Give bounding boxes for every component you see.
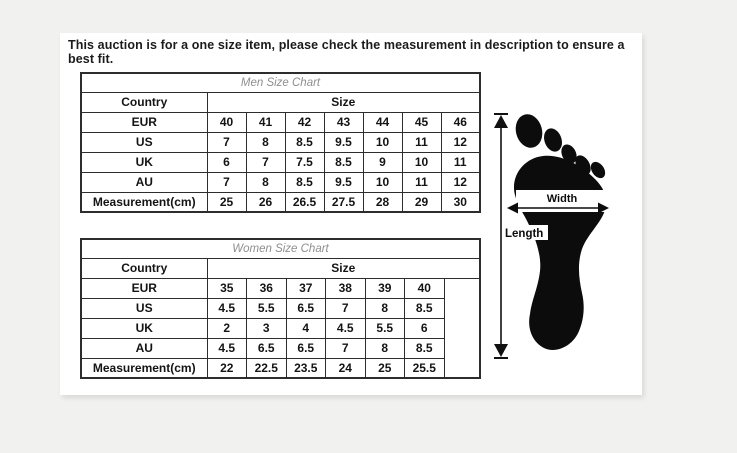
- row-label: UK: [81, 318, 207, 338]
- content-panel: [60, 33, 642, 395]
- size-cell: 30: [441, 192, 480, 212]
- men-size-chart-table: [80, 72, 481, 213]
- row-label: UK: [81, 152, 207, 172]
- size-cell: 27.5: [324, 192, 363, 212]
- size-cell: 4.5: [326, 318, 366, 338]
- size-cell: 23.5: [286, 358, 326, 378]
- size-cell: 28: [363, 192, 402, 212]
- size-cell: 6.5: [286, 298, 326, 318]
- size-cell: 6: [405, 318, 445, 338]
- size-cell: 26: [246, 192, 285, 212]
- size-cell: 2: [207, 318, 247, 338]
- size-cell: 38: [326, 278, 366, 298]
- size-cell: 5.5: [247, 298, 287, 318]
- size-cell: 11: [441, 152, 480, 172]
- size-cell: 42: [285, 112, 324, 132]
- size-cell: 8: [365, 338, 405, 358]
- table-row: [81, 338, 480, 358]
- size-cell: 24: [326, 358, 366, 378]
- size-cell: 10: [363, 172, 402, 192]
- size-header: Size: [207, 92, 480, 112]
- women-table-title: Women Size Chart: [81, 239, 480, 258]
- size-cell: 10: [363, 132, 402, 152]
- size-cell: 7: [207, 132, 246, 152]
- size-cell: 40: [405, 278, 445, 298]
- men-table-title: Men Size Chart: [81, 73, 480, 92]
- size-cell: 43: [324, 112, 363, 132]
- size-cell: 10: [402, 152, 441, 172]
- size-cell: 22.5: [247, 358, 287, 378]
- size-cell: 5.5: [365, 318, 405, 338]
- row-label: AU: [81, 338, 207, 358]
- size-cell: 22: [207, 358, 247, 378]
- size-cell: 29: [402, 192, 441, 212]
- size-cell: 12: [441, 172, 480, 192]
- row-label: AU: [81, 172, 207, 192]
- size-cell: 37: [286, 278, 326, 298]
- length-label: Length: [505, 228, 544, 240]
- table-row: [81, 318, 480, 338]
- table-row: [81, 112, 480, 132]
- size-cell: 9.5: [324, 172, 363, 192]
- row-label: EUR: [81, 112, 207, 132]
- table-header-row: [81, 92, 480, 112]
- size-cell: 7: [207, 172, 246, 192]
- size-cell: 40: [207, 112, 246, 132]
- country-header: Country: [81, 92, 207, 112]
- size-cell: 45: [402, 112, 441, 132]
- table-row: [81, 192, 480, 212]
- size-cell: 44: [363, 112, 402, 132]
- row-label: US: [81, 298, 207, 318]
- size-cell: 11: [402, 172, 441, 192]
- table-row: [81, 278, 480, 298]
- size-cell: 6.5: [247, 338, 287, 358]
- size-cell: 41: [246, 112, 285, 132]
- table-header-row: [81, 258, 480, 278]
- size-cell: 8.5: [285, 132, 324, 152]
- size-cell: 7.5: [285, 152, 324, 172]
- size-cell: 46: [441, 112, 480, 132]
- size-cell: 11: [402, 132, 441, 152]
- size-cell: 3: [247, 318, 287, 338]
- size-cell: 4: [286, 318, 326, 338]
- size-cell: 6: [207, 152, 246, 172]
- row-label: EUR: [81, 278, 207, 298]
- size-cell: 8: [365, 298, 405, 318]
- table-title-row: [81, 73, 480, 92]
- size-cell: 4.5: [207, 298, 247, 318]
- women-size-chart-table: [80, 238, 481, 379]
- width-arrow-icon: [507, 190, 610, 214]
- size-cell: 25: [207, 192, 246, 212]
- row-label: Measurement(cm): [81, 358, 207, 378]
- size-cell: 7: [326, 298, 366, 318]
- size-cell: 4.5: [207, 338, 247, 358]
- size-cell: 7: [246, 152, 285, 172]
- size-cell: 8: [246, 132, 285, 152]
- size-cell: 36: [247, 278, 287, 298]
- table-row: [81, 152, 480, 172]
- foot-measurement-diagram: [480, 100, 640, 370]
- table-row: [81, 358, 480, 378]
- size-cell: 6.5: [286, 338, 326, 358]
- size-cell: 9: [363, 152, 402, 172]
- size-cell: 39: [365, 278, 405, 298]
- size-cell: 9.5: [324, 132, 363, 152]
- size-cell: 25.5: [405, 358, 445, 378]
- auction-notice: This auction is for a one size item, please check the measurement in description to ensure a best fit.: [68, 38, 625, 66]
- size-cell: 8.5: [405, 338, 445, 358]
- row-label: US: [81, 132, 207, 152]
- empty-cell: [444, 278, 480, 378]
- size-cell: 7: [326, 338, 366, 358]
- size-cell: 8: [246, 172, 285, 192]
- row-label: Measurement(cm): [81, 192, 207, 212]
- width-label: Width: [546, 193, 578, 205]
- table-row: [81, 132, 480, 152]
- country-header: Country: [81, 258, 207, 278]
- size-cell: 25: [365, 358, 405, 378]
- table-row: [81, 172, 480, 192]
- size-cell: 8.5: [285, 172, 324, 192]
- size-cell: 8.5: [405, 298, 445, 318]
- table-row: [81, 298, 480, 318]
- size-cell: 26.5: [285, 192, 324, 212]
- size-cell: 12: [441, 132, 480, 152]
- size-header: Size: [207, 258, 480, 278]
- size-cell: 8.5: [324, 152, 363, 172]
- size-cell: 35: [207, 278, 247, 298]
- table-title-row: [81, 239, 480, 258]
